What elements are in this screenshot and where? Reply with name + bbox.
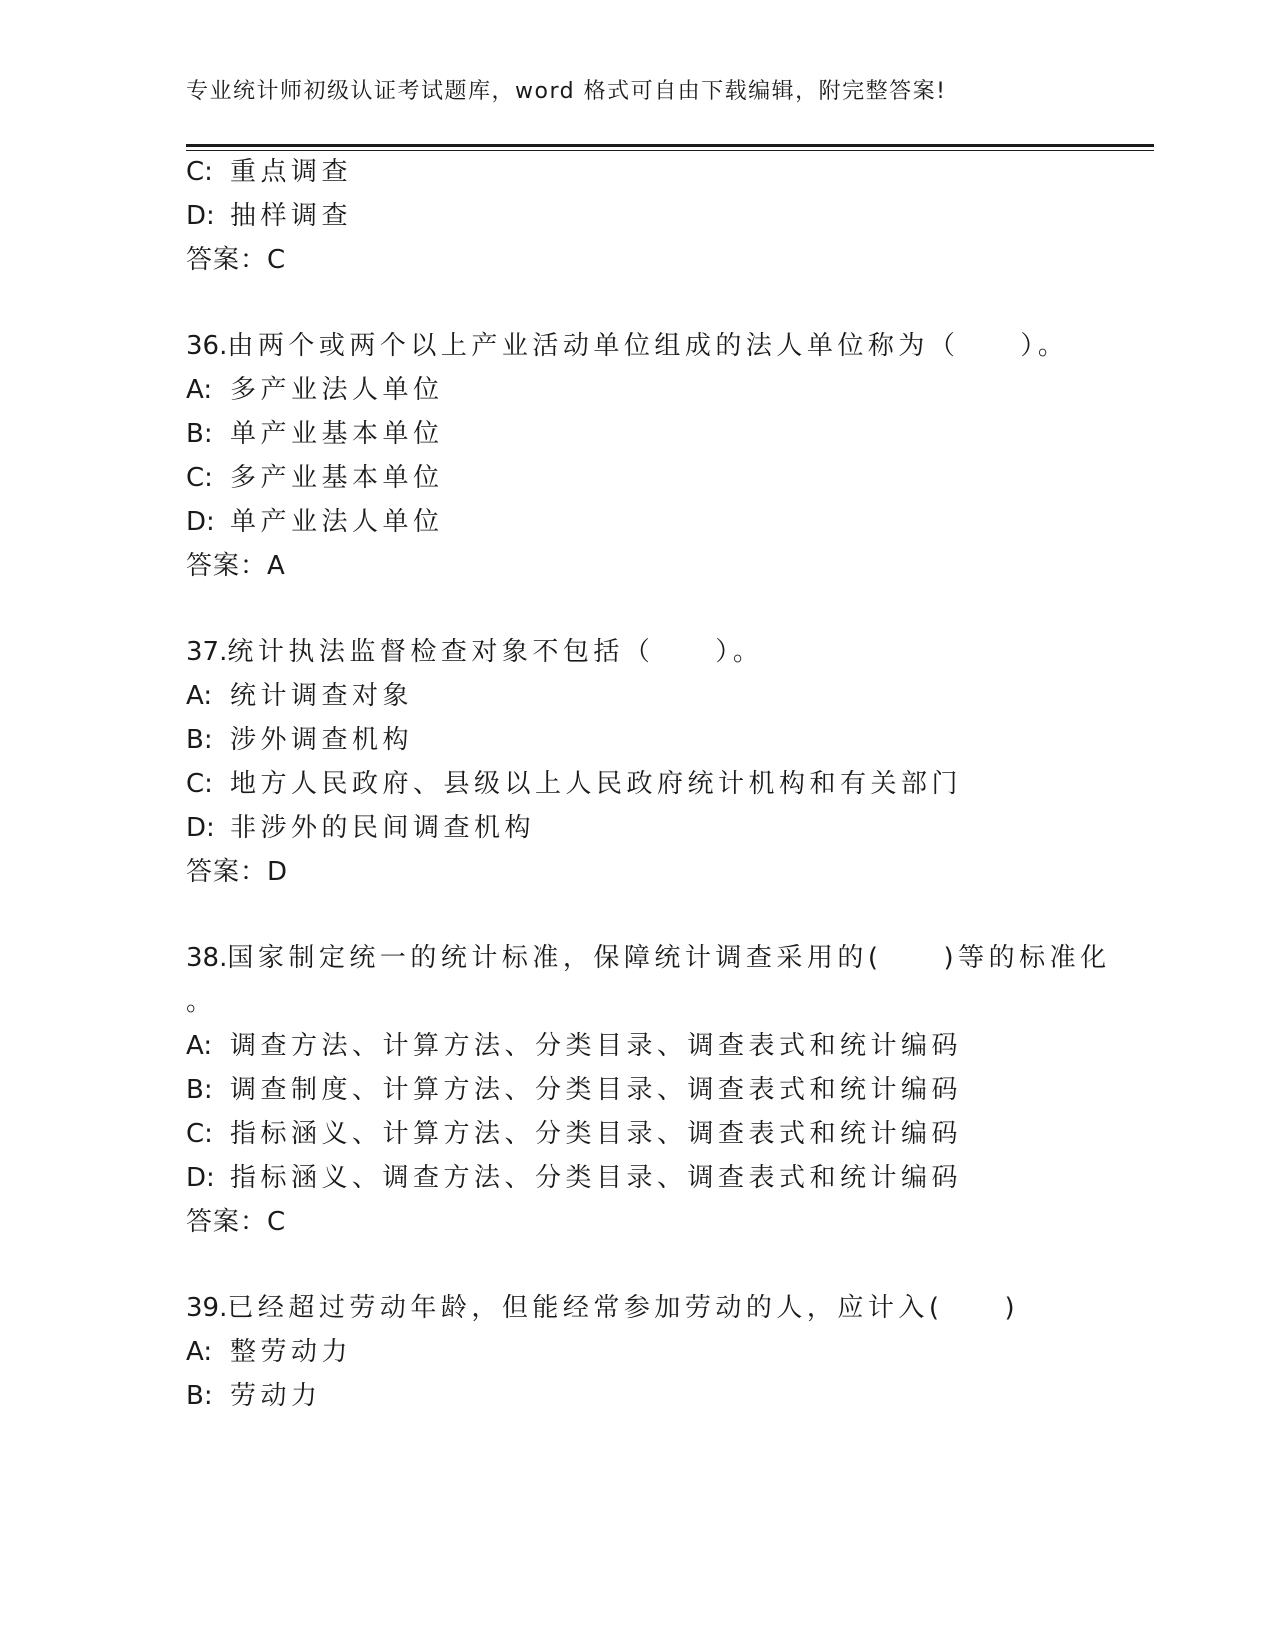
- option-text: 地方人民政府、县级以上人民政府统计机构和有关部门: [230, 769, 963, 799]
- option-text: 重点调查: [230, 157, 353, 187]
- page-header-title: 专业统计师初级认证考试题库，word 格式可自由下载编辑，附完整答案!: [186, 79, 947, 104]
- question-text-continuation: 。: [186, 987, 217, 1017]
- option-line: [186, 418, 444, 450]
- option-letter: C:: [186, 157, 213, 187]
- header-divider-thick: [186, 144, 1154, 147]
- option-line: [186, 1030, 962, 1062]
- option-letter: B:: [186, 419, 213, 449]
- question-text: 由两个或两个以上产业活动单位组成的法人单位称为（ ）。: [227, 331, 1069, 361]
- option-text: 单产业法人单位: [230, 507, 444, 537]
- option-text: 指标涵义、计算方法、分类目录、调查表式和统计编码: [230, 1119, 963, 1149]
- answer-line: 答案：D: [186, 857, 289, 887]
- question-text: 统计执法监督检查对象不包括（ ）。: [227, 637, 764, 667]
- question-number: 36.: [186, 331, 228, 361]
- option-line: [186, 724, 413, 756]
- option-text: 多产业基本单位: [230, 463, 444, 493]
- option-letter: B:: [186, 1381, 213, 1411]
- option-line: [186, 156, 352, 188]
- option-line: [186, 506, 444, 538]
- option-text: 劳动力: [230, 1381, 322, 1411]
- question-number: 39.: [186, 1293, 228, 1323]
- option-line: [186, 1162, 962, 1194]
- option-line: [186, 1380, 322, 1412]
- question-39: [186, 1292, 1019, 1324]
- option-letter: C:: [186, 463, 213, 493]
- option-letter: D:: [186, 507, 215, 537]
- option-text: 多产业法人单位: [230, 375, 444, 405]
- option-letter: B:: [186, 725, 213, 755]
- option-letter: D:: [186, 201, 215, 231]
- option-letter: C:: [186, 769, 213, 799]
- option-line: [186, 812, 535, 844]
- question-38: [186, 942, 1111, 974]
- option-text: 调查制度、计算方法、分类目录、调查表式和统计编码: [230, 1075, 963, 1105]
- option-line: [186, 680, 413, 712]
- option-letter: A:: [186, 1337, 213, 1367]
- option-line: [186, 200, 352, 232]
- option-line: [186, 1118, 962, 1150]
- option-letter: A:: [186, 681, 213, 711]
- option-letter: D:: [186, 1163, 215, 1193]
- option-line: [186, 1074, 962, 1106]
- option-letter: C:: [186, 1119, 213, 1149]
- option-line: [186, 768, 962, 800]
- header-divider-thin: [186, 150, 1154, 151]
- option-line: [186, 1336, 352, 1368]
- question-37: [186, 636, 763, 668]
- option-text: 统计调查对象: [230, 681, 414, 711]
- answer-line: 答案：C: [186, 245, 287, 275]
- question-text: 已经超过劳动年龄，但能经常参加劳动的人，应计入( ): [227, 1293, 1020, 1323]
- option-text: 整劳动力: [230, 1337, 353, 1367]
- option-text: 非涉外的民间调查机构: [230, 813, 536, 843]
- option-text: 单产业基本单位: [230, 419, 444, 449]
- question-number: 37.: [186, 637, 228, 667]
- answer-line: 答案：C: [186, 1207, 287, 1237]
- option-line: [186, 374, 444, 406]
- option-text: 涉外调查机构: [230, 725, 414, 755]
- option-letter: D:: [186, 813, 215, 843]
- answer-line: 答案：A: [186, 551, 286, 581]
- question-number: 38.: [186, 943, 228, 973]
- option-text: 调查方法、计算方法、分类目录、调查表式和统计编码: [230, 1031, 963, 1061]
- option-letter: B:: [186, 1075, 213, 1105]
- option-letter: A:: [186, 1031, 213, 1061]
- option-letter: A:: [186, 375, 213, 405]
- option-text: 抽样调查: [230, 201, 353, 231]
- option-text: 指标涵义、调查方法、分类目录、调查表式和统计编码: [230, 1163, 963, 1193]
- question-36: [186, 330, 1068, 362]
- option-line: [186, 462, 444, 494]
- question-text: 国家制定统一的统计标准，保障统计调查采用的( )等的标准化: [227, 943, 1111, 973]
